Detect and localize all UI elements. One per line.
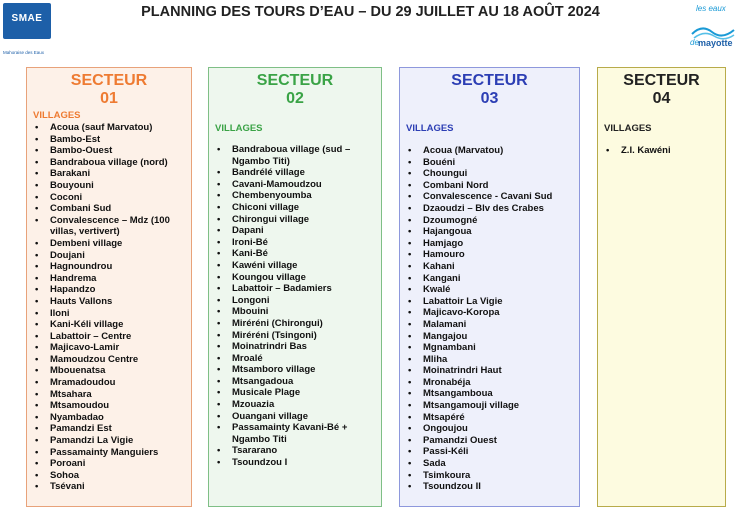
- village-list-item: • Combani Sud: [33, 203, 183, 215]
- village-list-item: • Convalescence – Mdz (100 villas, vertivert): [33, 215, 183, 238]
- village-list-item: • Tsoundzou II: [406, 481, 574, 493]
- village-list-item: • Convalescence - Cavani Sud: [406, 191, 574, 203]
- village-list-item: • Mliha: [406, 354, 574, 366]
- village-list-item: • Combani Nord: [406, 180, 574, 192]
- village-list-item: • Chirongui village: [215, 214, 375, 226]
- village-list-item: • Tsoundzou I: [215, 457, 375, 469]
- village-list-item: • Kwalé: [406, 284, 574, 296]
- village-list-item: • Pamandzi La Vigie: [33, 435, 183, 447]
- village-list-item: • Bouyouni: [33, 180, 183, 192]
- village-list-item: • Coconi: [33, 192, 183, 204]
- village-list-item: • Tsararano: [215, 445, 375, 457]
- smae-logo-subtitle: Mahoraise des Eaux: [3, 50, 45, 55]
- village-list-item: • Moinatrindri Haut: [406, 365, 574, 377]
- village-list-item: • Kani-Kéli village: [33, 319, 183, 331]
- village-list-item: • Chembenyoumba: [215, 190, 375, 202]
- village-list-item: • Tsévani: [33, 481, 183, 493]
- village-list-item: • Dzaoudzi – Blv des Crabes: [406, 203, 574, 215]
- village-list-item: • Mgnambani: [406, 342, 574, 354]
- village-list-item: • Pamandzi Ouest: [406, 435, 574, 447]
- village-list-item: • Koungou village: [215, 272, 375, 284]
- village-list-item: • Bandrélé village: [215, 167, 375, 179]
- village-list-item: • Tsimkoura: [406, 470, 574, 482]
- village-list-item: • Dapani: [215, 225, 375, 237]
- village-list-item: • Choungui: [406, 168, 574, 180]
- village-list-item: • Mtsangamouji village: [406, 400, 574, 412]
- village-list-item: • Majicavo-Lamir: [33, 342, 183, 354]
- sector-04-heading: [598, 72, 725, 108]
- sector-03-heading: [400, 72, 579, 108]
- smae-logo-text: SMAE: [11, 13, 43, 24]
- village-list-item: • Z.I. Kawéni: [604, 145, 722, 157]
- sector-01-number: 01: [100, 90, 118, 107]
- page-title: PLANNING DES TOURS D’EAU – DU 29 JUILLET AU 18 AOÛT 2024: [141, 4, 600, 20]
- village-list-item: • Mramadoudou: [33, 377, 183, 389]
- sector-02-heading: [209, 72, 381, 108]
- village-list-item: • Passamainty Kavani-Bé + Ngambo Titi: [215, 422, 375, 445]
- sector-01-village-list: [33, 122, 183, 493]
- sector-04-title: SECTEUR: [623, 72, 700, 89]
- village-list-item: • Malamani: [406, 319, 574, 331]
- village-list-item: • Bandraboua village (nord): [33, 157, 183, 169]
- village-list-item: • Mamoudzou Centre: [33, 354, 183, 366]
- village-list-item: • Passamainty Manguiers: [33, 447, 183, 459]
- village-list-item: • Mzouazia: [215, 399, 375, 411]
- sector-03-village-list: [406, 145, 574, 493]
- sector-02-village-list: [215, 144, 375, 469]
- village-list-item: • Kahani: [406, 261, 574, 273]
- village-list-item: • Bandraboua village (sud – Ngambo Titi): [215, 144, 375, 167]
- village-list-item: • Miréréni (Tsingoni): [215, 330, 375, 342]
- village-list-item: • Mtsamboro village: [215, 364, 375, 376]
- village-list-item: • Bambo-Ouest: [33, 145, 183, 157]
- village-list-item: • Hajangoua: [406, 226, 574, 238]
- eaux-de-mayotte-logo: [690, 4, 740, 52]
- village-list-item: • Ironi-Bé: [215, 237, 375, 249]
- sector-02-villages-label: VILLAGES: [215, 123, 263, 134]
- village-list-item: • Sohoa: [33, 470, 183, 482]
- logo-line-1: les eaux: [696, 4, 726, 13]
- village-list-item: • Dzoumogné: [406, 215, 574, 227]
- village-list-item: • Miréréni (Chirongui): [215, 318, 375, 330]
- village-list-item: • Poroani: [33, 458, 183, 470]
- village-list-item: • Hamjago: [406, 238, 574, 250]
- sector-04-villages-label: VILLAGES: [604, 123, 652, 134]
- village-list-item: • Mtsangamboua: [406, 388, 574, 400]
- village-list-item: • Bambo-Est: [33, 134, 183, 146]
- sector-03-panel: [399, 67, 580, 507]
- village-list-item: • Labattoir La Vigie: [406, 296, 574, 308]
- village-list-item: • Mbouenatsa: [33, 365, 183, 377]
- village-list-item: • Mtsapéré: [406, 412, 574, 424]
- village-list-item: • Longoni: [215, 295, 375, 307]
- village-list-item: • Bouéni: [406, 157, 574, 169]
- sector-03-title: SECTEUR: [451, 72, 528, 89]
- village-list-item: • Hauts Vallons: [33, 296, 183, 308]
- village-list-item: • Acoua (Marvatou): [406, 145, 574, 157]
- sector-01-heading: [27, 72, 191, 108]
- village-list-item: • Chiconi village: [215, 202, 375, 214]
- sector-03-number: 03: [480, 90, 499, 107]
- village-list-item: • Cavani-Mamoudzou: [215, 179, 375, 191]
- sector-01-panel: [26, 67, 192, 507]
- village-list-item: • Mtsahara: [33, 389, 183, 401]
- village-list-item: • Handrema: [33, 273, 183, 285]
- logo-line-2: de: [690, 38, 699, 47]
- sector-02-panel: [208, 67, 382, 507]
- village-list-item: • Hapandzo: [33, 284, 183, 296]
- village-list-item: • Kangani: [406, 273, 574, 285]
- sector-04-panel: [597, 67, 726, 507]
- village-list-item: • Passi-Kéli: [406, 446, 574, 458]
- village-list-item: • Mronabéja: [406, 377, 574, 389]
- village-list-item: • Ongoujou: [406, 423, 574, 435]
- logo-line-3: mayotte: [698, 38, 733, 48]
- village-list-item: • Sada: [406, 458, 574, 470]
- sector-01-villages-label: VILLAGES: [33, 110, 81, 121]
- village-list-item: • Kani-Bé: [215, 248, 375, 260]
- village-list-item: • Mbouini: [215, 306, 375, 318]
- village-list-item: • Moinatrindri Bas: [215, 341, 375, 353]
- sector-02-number: 02: [286, 90, 304, 107]
- village-list-item: • Majicavo-Koropa: [406, 307, 574, 319]
- village-list-item: • Iloni: [33, 308, 183, 320]
- village-list-item: • Kawéni village: [215, 260, 375, 272]
- village-list-item: • Hagnoundrou: [33, 261, 183, 273]
- village-list-item: • Labattoir – Centre: [33, 331, 183, 343]
- village-list-item: • Mtsamoudou: [33, 400, 183, 412]
- sector-03-villages-label: VILLAGES: [406, 123, 454, 134]
- sector-04-village-list: [604, 145, 722, 157]
- sector-01-title: SECTEUR: [70, 72, 148, 89]
- village-list-item: • Mtsangadoua: [215, 376, 375, 388]
- sector-04-number: 04: [652, 90, 671, 107]
- village-list-item: • Mroalé: [215, 353, 375, 365]
- village-list-item: • Mangajou: [406, 331, 574, 343]
- village-list-item: • Acoua (sauf Marvatou): [33, 122, 183, 134]
- village-list-item: • Ouangani village: [215, 411, 375, 423]
- village-list-item: • Dembeni village: [33, 238, 183, 250]
- village-list-item: • Hamouro: [406, 249, 574, 261]
- village-list-item: • Pamandzi Est: [33, 423, 183, 435]
- village-list-item: • Nyambadao: [33, 412, 183, 424]
- sector-02-title: SECTEUR: [256, 72, 334, 89]
- village-list-item: • Labattoir – Badamiers: [215, 283, 375, 295]
- village-list-item: • Barakani: [33, 168, 183, 180]
- village-list-item: • Doujani: [33, 250, 183, 262]
- village-list-item: • Musicale Plage: [215, 387, 375, 399]
